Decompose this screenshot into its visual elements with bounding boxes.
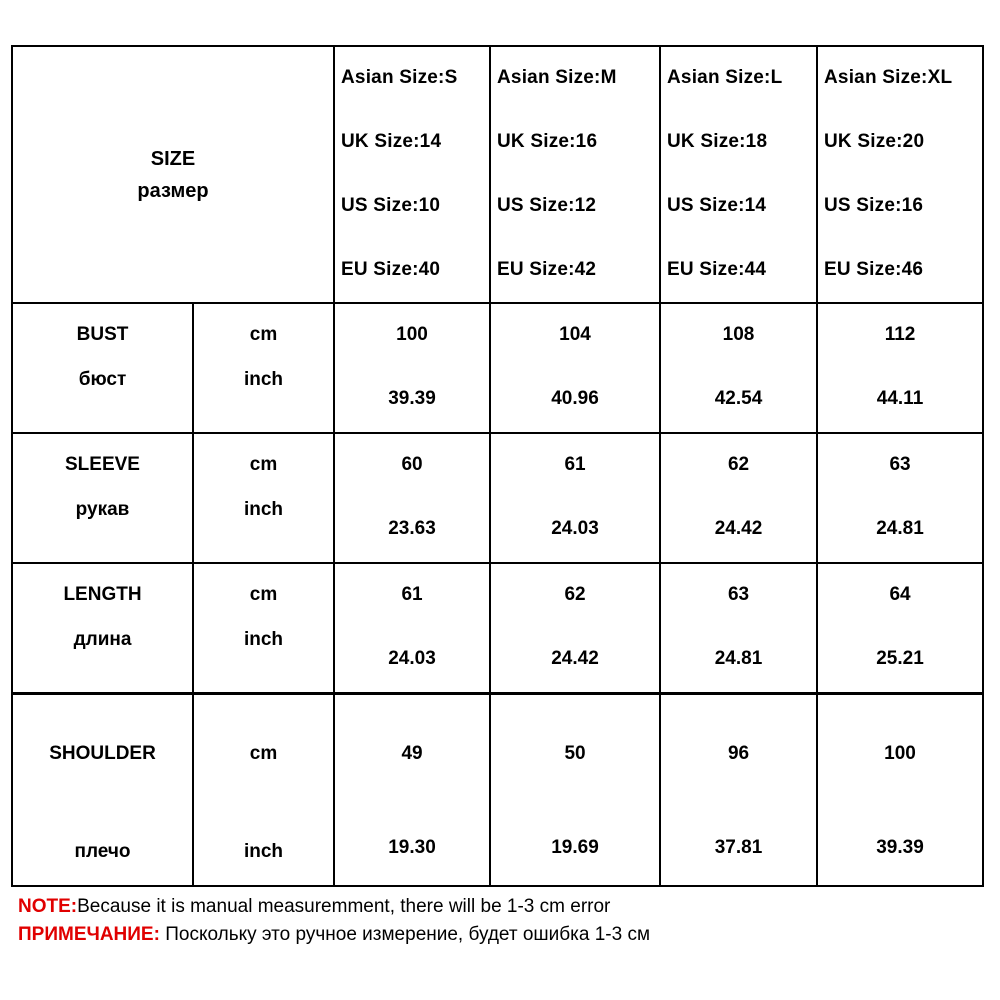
table-row-shoulder: [12, 694, 983, 887]
value-inch: 24.42: [714, 518, 763, 539]
table-row-length: [12, 563, 983, 694]
value-inch: 39.39: [388, 388, 436, 409]
table-row-bust: [12, 303, 983, 433]
unit-inch-label: inch: [243, 841, 284, 862]
value-inch: 24.42: [551, 648, 599, 669]
us-size-label: US Size:10: [341, 195, 441, 216]
value-cm: 108: [722, 324, 755, 345]
size-spec-l: [660, 46, 817, 303]
value-cm: 62: [564, 584, 586, 605]
value-cell: [490, 303, 660, 433]
note-english: [18, 896, 610, 918]
value-cell: [490, 694, 660, 887]
measurement-name-en: BUST: [76, 324, 129, 345]
asian-size-label: Asian Size:XL: [824, 67, 953, 88]
unit-cm-label: cm: [249, 454, 278, 475]
measurement-name-en: LENGTH: [63, 584, 142, 605]
value-inch: 23.63: [388, 518, 436, 539]
measurement-name-en: SLEEVE: [65, 454, 140, 475]
value-cm: 62: [727, 454, 750, 475]
value-cell: [660, 694, 817, 887]
value-cell: [817, 694, 983, 887]
asian-size-label: Asian Size:L: [667, 67, 783, 88]
value-cell: [490, 433, 660, 563]
value-cm: 61: [564, 454, 586, 475]
us-size-label: US Size:12: [497, 195, 597, 216]
value-inch: 19.69: [551, 837, 599, 858]
value-cell: [817, 563, 983, 694]
uk-size-label: UK Size:14: [341, 131, 442, 152]
unit-inch-label: inch: [243, 499, 284, 520]
unit-cm-label: cm: [249, 584, 278, 605]
eu-size-label: EU Size:40: [341, 259, 441, 280]
unit-cell: [193, 694, 334, 887]
value-cell: [817, 303, 983, 433]
size-header-cell: [12, 46, 334, 303]
size-header-ru: размер: [137, 179, 209, 202]
uk-size-label: UK Size:16: [497, 131, 598, 152]
note-label-en: NOTE:: [18, 896, 78, 917]
value-cm: 64: [889, 584, 911, 605]
note-text-en: Because it is manual measuremment, there will be 1-3 cm error: [77, 896, 611, 917]
measurement-name-ru: длина: [73, 629, 132, 650]
value-cm: 49: [401, 743, 423, 764]
value-cm: 100: [396, 324, 428, 345]
value-cm: 63: [889, 454, 911, 475]
note-label-ru: ПРИМЕЧАНИЕ:: [18, 924, 160, 945]
value-cm: 112: [884, 324, 916, 345]
size-chart-grid: [11, 45, 984, 887]
unit-inch-label: inch: [243, 369, 284, 390]
value-cell: [334, 694, 490, 887]
value-inch: 44.11: [876, 388, 924, 409]
value-inch: 39.39: [876, 837, 924, 858]
eu-size-label: EU Size:46: [824, 259, 924, 280]
value-cm: 100: [884, 743, 916, 764]
uk-size-label: UK Size:18: [667, 131, 768, 152]
value-cell: [334, 563, 490, 694]
asian-size-label: Asian Size:M: [497, 67, 617, 88]
value-inch: 42.54: [714, 388, 763, 409]
note-text-ru: Поскольку это ручное измерение, будет ошибка 1-3 см: [159, 924, 651, 945]
value-inch: 24.03: [388, 648, 436, 669]
unit-cm-label: cm: [249, 743, 278, 764]
value-cell: [490, 563, 660, 694]
unit-cell: [193, 433, 334, 563]
value-cell: [334, 433, 490, 563]
size-header-en: SIZE: [150, 147, 196, 170]
value-cm: 63: [727, 584, 750, 605]
eu-size-label: EU Size:44: [667, 259, 767, 280]
measurement-name-ru: плечо: [74, 841, 131, 862]
value-inch: 40.96: [551, 388, 599, 409]
unit-inch-label: inch: [243, 629, 284, 650]
uk-size-label: UK Size:20: [824, 131, 925, 152]
us-size-label: US Size:16: [824, 195, 924, 216]
size-chart-table: [11, 45, 982, 878]
value-cell: [817, 433, 983, 563]
asian-size-label: Asian Size:S: [341, 67, 458, 88]
value-inch: 19.30: [388, 837, 436, 858]
us-size-label: US Size:14: [667, 195, 767, 216]
unit-cm-label: cm: [249, 324, 278, 345]
value-cell: [660, 303, 817, 433]
measurement-name-cell: [12, 563, 193, 694]
value-inch: 24.03: [551, 518, 599, 539]
measurement-name-ru: рукав: [75, 499, 130, 520]
value-cm: 61: [401, 584, 423, 605]
value-inch: 37.81: [714, 837, 763, 858]
value-inch: 24.81: [714, 648, 763, 669]
value-cell: [334, 303, 490, 433]
size-spec-s: [334, 46, 490, 303]
value-inch: 24.81: [876, 518, 924, 539]
value-inch: 25.21: [876, 648, 924, 669]
eu-size-label: EU Size:42: [497, 259, 597, 280]
unit-cell: [193, 303, 334, 433]
value-cell: [660, 563, 817, 694]
measurement-name-cell: [12, 694, 193, 887]
value-cm: 50: [564, 743, 586, 764]
value-cm: 104: [559, 324, 591, 345]
value-cm: 60: [401, 454, 423, 475]
measurement-name-en: SHOULDER: [49, 743, 156, 764]
table-row-sleeve: [12, 433, 983, 563]
value-cell: [660, 433, 817, 563]
measurement-name-cell: [12, 303, 193, 433]
unit-cell: [193, 563, 334, 694]
size-spec-m: [490, 46, 660, 303]
note-russian: [18, 924, 650, 946]
size-spec-xl: [817, 46, 983, 303]
value-cm: 96: [727, 743, 750, 764]
measurement-name-cell: [12, 433, 193, 563]
measurement-name-ru: бюст: [78, 369, 127, 390]
table-header-row: [12, 46, 983, 303]
